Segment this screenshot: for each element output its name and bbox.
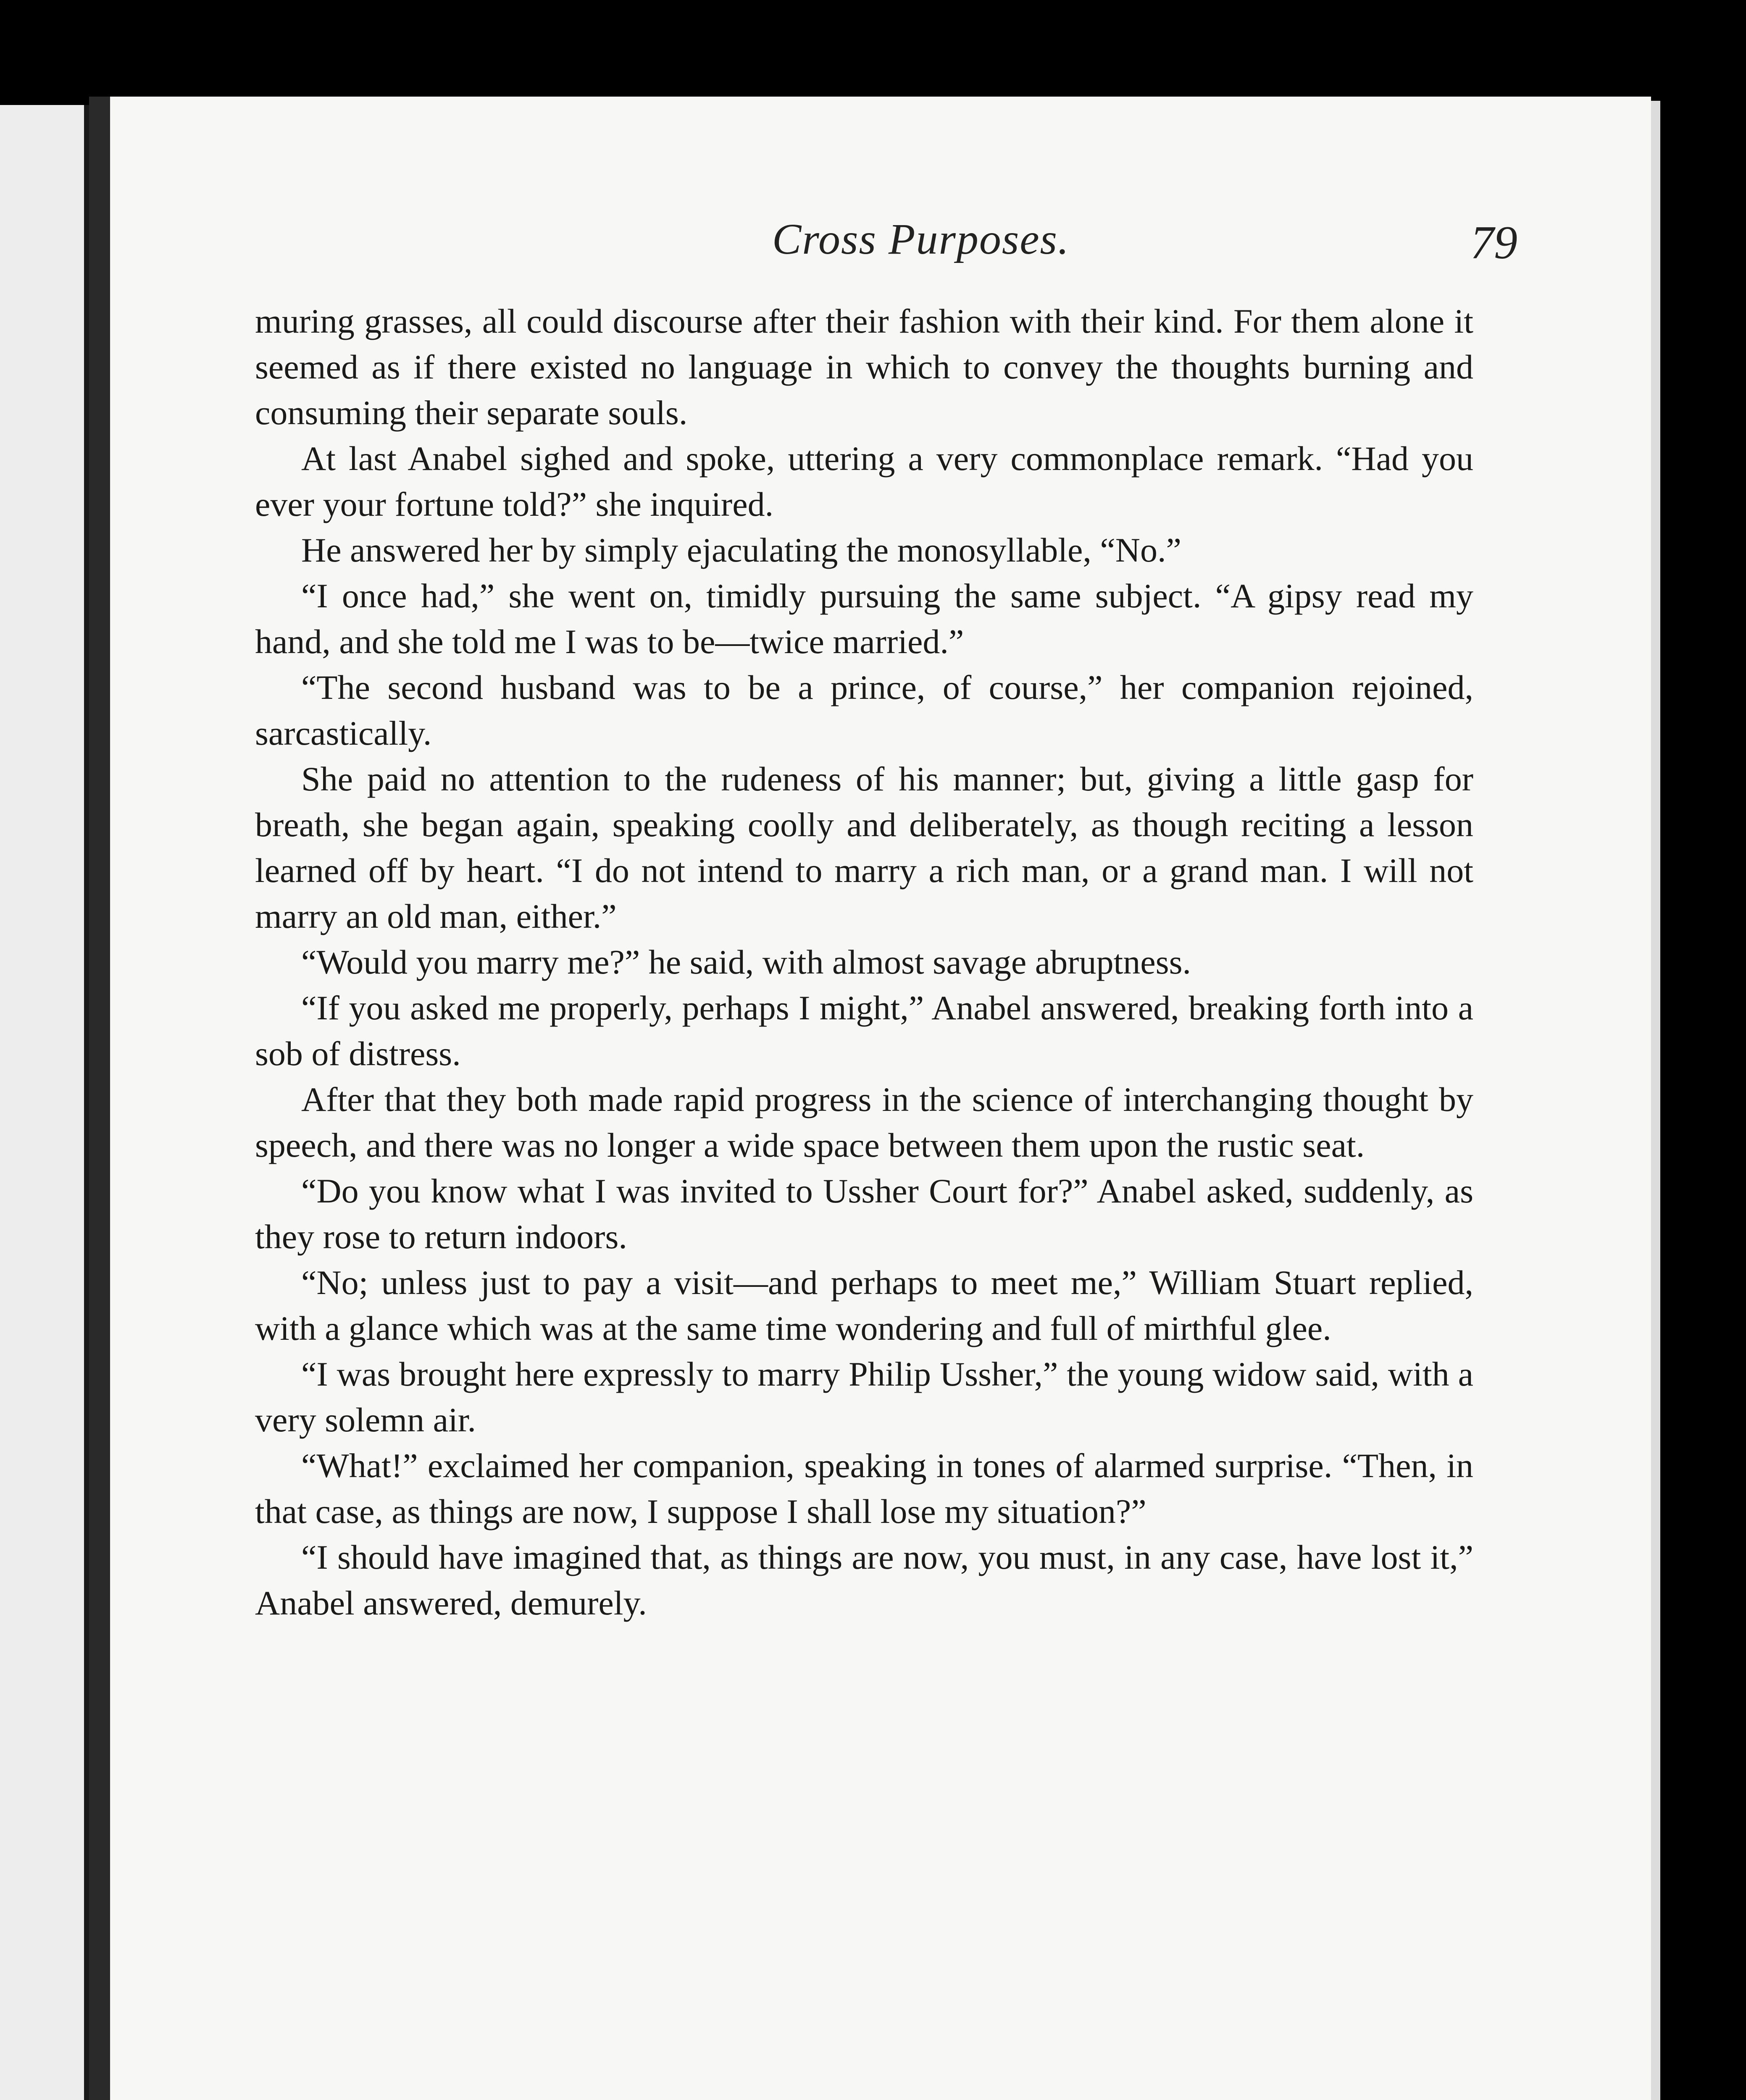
paragraph: “Do you know what I was invited to Ussher Court for?” Anabel asked, suddenly, as they rose to return indoors. xyxy=(255,1172,1473,1256)
paragraph: “I once had,” she went on, timidly pursuing the same subject. “A gipsy read my hand, and she told me I was to be—twice married.” xyxy=(255,577,1473,661)
paragraph: “The second husband was to be a prince, of course,” her companion rejoined, sarcastically. xyxy=(255,668,1473,752)
paragraph: After that they both made rapid progress in the science of interchanging thought by speech, and there was no longer a wide space between them upon the rustic seat. xyxy=(255,1080,1473,1164)
left-page-edge xyxy=(0,105,89,2100)
running-title: Cross Purposes. xyxy=(772,215,1070,263)
paragraph: “What!” exclaimed her companion, speaking in tones of alarmed surprise. “Then, in that case, as things are now, I suppose I shall lose my situation?” xyxy=(255,1446,1473,1530)
paragraph: “I was brought here expressly to marry Philip Ussher,” the young widow said, with a very solemn air. xyxy=(255,1355,1473,1439)
book-page xyxy=(110,97,1651,2100)
running-head xyxy=(110,214,1651,298)
paragraph: He answered her by simply ejaculating the monosyllable, “No.” xyxy=(301,531,1181,569)
paragraph: “I should have imagined that, as things are now, you must, in any case, have lost it,” Anabel answered, demurely. xyxy=(255,1538,1473,1622)
paragraph: “Would you marry me?” he said, with almost savage abruptness. xyxy=(301,943,1191,981)
right-page-edge xyxy=(1651,101,1660,2100)
page-number: 79 xyxy=(1470,217,1517,269)
paragraph: “No; unless just to pay a visit—and perhaps to meet me,” William Stuart replied, with a glance which was at the same time wondering and full of mirthful glee. xyxy=(255,1263,1473,1347)
paragraph: She paid no attention to the rudeness of his manner; but, giving a little gasp for breath, she began again, speaking coolly and deliberately, as though reciting a lesson learned off by heart. “I do not intend to marry a rich man, or a grand man. I will not marry an old man, either.” xyxy=(255,760,1473,935)
paragraph: “If you asked me properly, perhaps I might,” Anabel answered, breaking forth into a sob of distress. xyxy=(255,989,1473,1073)
paragraph: At last Anabel sighed and spoke, uttering a very commonplace remark. “Had you ever your fortune told?” she inquired. xyxy=(255,439,1473,523)
body-text xyxy=(255,298,1473,1626)
book-gutter xyxy=(89,97,110,2100)
paragraph: muring grasses, all could discourse after their fashion with their kind. For them alone it seemed as if there existed no language in which to convey the thoughts burning and consuming their separate souls. xyxy=(255,302,1473,432)
